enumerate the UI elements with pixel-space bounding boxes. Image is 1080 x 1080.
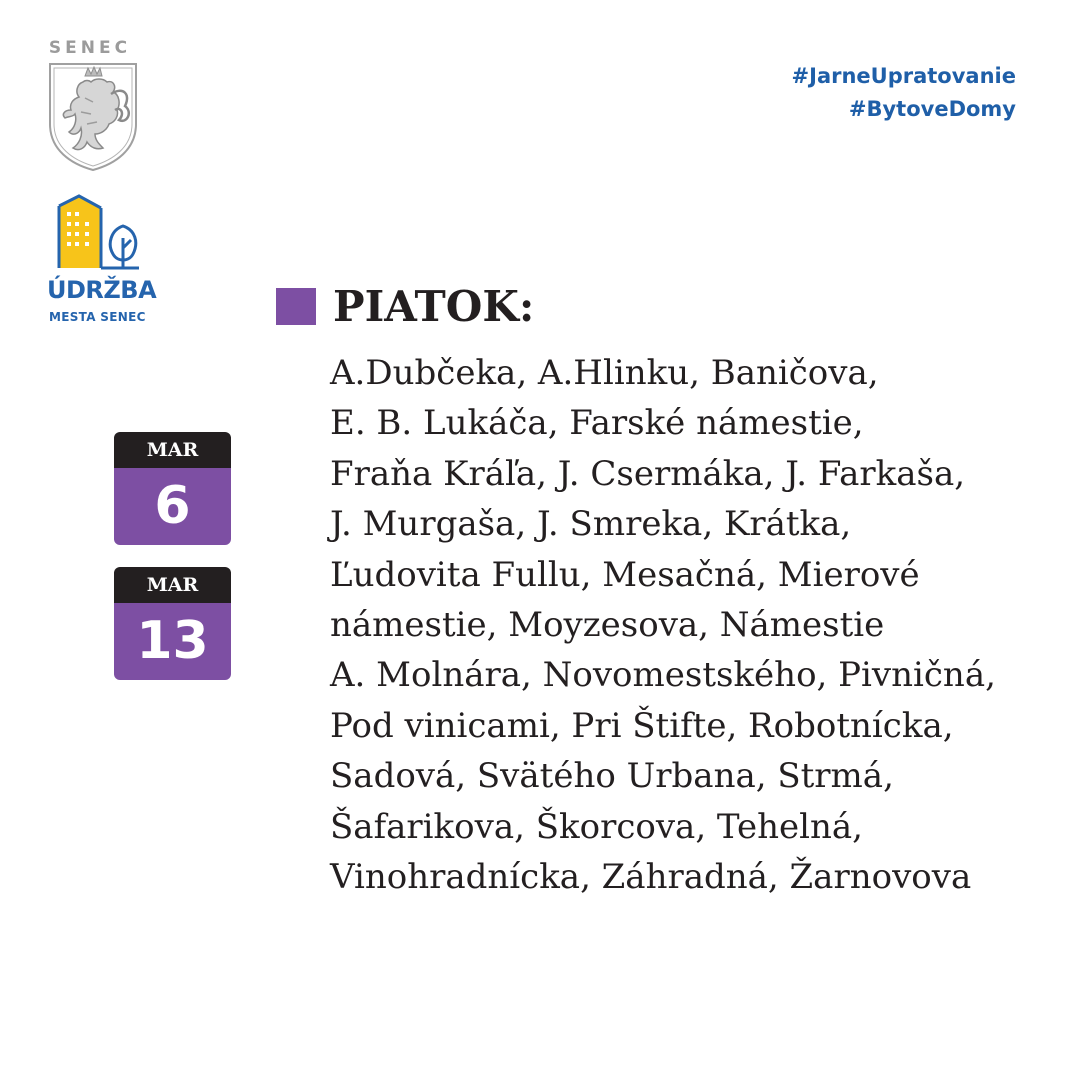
- day-heading: PIATOK:: [333, 282, 535, 331]
- date-badge: [114, 432, 231, 545]
- street-list: [330, 348, 1030, 902]
- senec-crest-icon: [47, 62, 139, 172]
- street-line: A.Dubčeka, A.Hlinku, Baničova,: [330, 353, 879, 393]
- heading-marker: [276, 288, 316, 325]
- hashtag-apartment-buildings: #BytoveDomy: [848, 97, 1016, 121]
- udrzba-title: ÚDRŽBA: [47, 276, 157, 304]
- udrzba-subtitle: MESTA SENEC: [49, 310, 146, 324]
- hashtags: [792, 60, 1016, 126]
- date-month: MAR: [114, 567, 231, 603]
- senec-logo: [40, 38, 150, 58]
- date-badge: [114, 567, 231, 680]
- street-line: J. Murgaša, J. Smreka, Krátka,: [330, 504, 852, 545]
- street-line: námestie, Moyzesova, Námestie: [330, 605, 885, 646]
- date-day: 6: [114, 468, 231, 545]
- street-line: Vinohradnícka, Záhradná, Žarnovova: [330, 857, 972, 898]
- street-line: Šafarikova, Škorcova, Tehelná,: [330, 806, 863, 847]
- building-tree-icon: [55, 192, 145, 272]
- senec-logo-text: SENEC: [48, 38, 132, 58]
- street-line: Fraňa Kráľa, J. Csermáka, J. Farkaša,: [330, 453, 966, 494]
- street-line: Pod vinicami, Pri Štifte, Robotnícka,: [330, 705, 954, 746]
- hashtag-spring-cleaning: #JarneUpratovanie: [791, 64, 1016, 88]
- street-line: Ľudovita Fullu, Mesačná, Mierové: [330, 554, 920, 595]
- street-line: Sadová, Svätého Urbana, Strmá,: [330, 756, 894, 797]
- street-line: A. Molnára, Novomestského, Pivničná,: [330, 655, 996, 696]
- date-month: MAR: [114, 432, 231, 468]
- date-day: 13: [114, 603, 231, 680]
- street-line: E. B. Lukáča, Farské námestie,: [330, 403, 864, 444]
